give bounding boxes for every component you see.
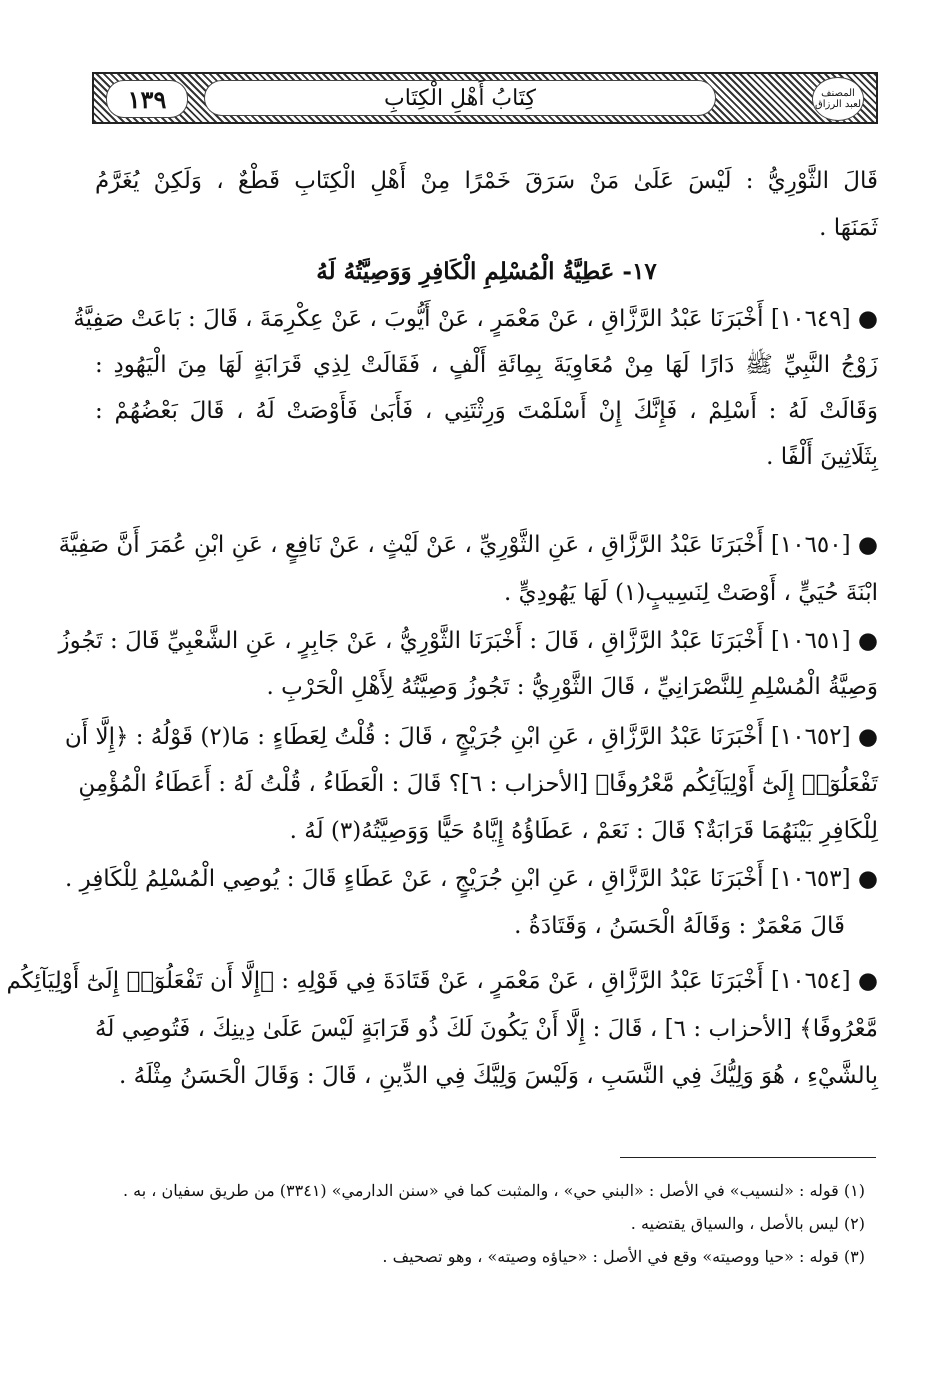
hadith-line: بِالشَّيْءِ ، هُوَ وَلِيُّكَ فِي النَّسَبِ ، وَلَيْسَ وَلِيَّكَ فِي الدِّينِ ، قَالَ : وَقَالَ الْحَسَنُ مِثْلَهُ . <box>119 1063 878 1089</box>
hadith-line: ● [١٠٦٥٣] أَخْبَرَنَا عَبْدُ الرَّزَّاقِ ، عَنِ ابْنِ جُرَيْجٍ ، عَنْ عَطَاءٍ قَالَ : يُوصِي الْمُسْلِمُ لِلْكَافِرِ . <box>65 866 878 892</box>
hadith-line: ● [١٠٦٥١] أَخْبَرَنَا عَبْدُ الرَّزَّاقِ ، قَالَ : أَخْبَرَنَا الثَّوْرِيُّ ، عَنْ جَابِرٍ ، عَنِ الشَّعْبِيِّ قَالَ : تَجُوزُ <box>58 628 878 654</box>
page-number: ١٣٩ <box>106 80 188 118</box>
footnote: (٣) قوله : «حيا ووصيته» وقع في الأصل : «حياؤه وصيته» ، وهو تصحيف . <box>382 1247 865 1266</box>
hadith-line: ● [١٠٦٤٩] أَخْبَرَنَا عَبْدُ الرَّزَّاقِ ، عَنْ مَعْمَرٍ ، عَنْ أَيُّوبَ ، عَنْ عِكْرِمَةَ ، قَالَ : بَاعَتْ صَفِيَّةُ <box>73 306 878 332</box>
footnote: (٢) ليس بالأصل ، والسياق يقتضيه . <box>630 1214 865 1233</box>
hadith-line: لِلْكَافِرِ بَيْنَهُمَا قَرَابَةٌ؟ قَالَ : نَعَمْ ، عَطَاؤُهُ إِيَّاهُ حَيًّا وَوَصِيَّتُهُ(٣) لَهُ . <box>289 818 878 844</box>
text-line: قَالَ الثَّوْرِيُّ : لَيْسَ عَلَىٰ مَنْ سَرَقَ خَمْرًا مِنْ أَهْلِ الْكِتَابِ قَطْعٌ ، وَلَكِنْ يُغَرَّمُ <box>95 168 878 194</box>
hadith-line: وَقَالَتْ لَهُ : أَسْلِمْ ، فَإِنَّكَ إِنْ أَسْلَمْتَ وَرِثْتَنِي ، فَأَبَىٰ فَأَوْصَتْ لَهُ ، قَالَ بَعْضُهُمْ : <box>95 398 878 424</box>
book-seal-logo: المصنف لعبد الرزاق <box>812 77 864 121</box>
hadith-line: ابْنَةَ حُيَيٍّ ، أَوْصَتْ لِنَسِيبٍ(١) لَهَا يَهُودِيٍّ . <box>504 580 878 606</box>
hadith-line: مَّعْرُوفًا﴾ [الأحزاب : ٦] ، قَالَ : إِلَّا أَنْ يَكُونَ لَكَ ذُو قَرَابَةٍ لَيْسَ عَلَىٰ دِينِكَ ، فَتُوصِي لَهُ <box>95 1016 878 1042</box>
text-line: ثَمَنَهَا . <box>819 215 878 241</box>
hadith-line: زَوْجُ النَّبِيِّ ﷺ دَارًا لَهَا مِنْ مُعَاوِيَةَ بِمِائَةِ أَلْفٍ ، فَقَالَتْ لِذِي قَرَابَةٍ لَهَا مِنَ الْيَهُودِ : <box>95 352 878 378</box>
hadith-line: ● [١٠٦٥٢] أَخْبَرَنَا عَبْدُ الرَّزَّاقِ ، عَنِ ابْنِ جُرَيْجٍ ، قَالَ : قُلْتُ لِعَطَاءٍ : مَا(٢) قَوْلُهُ : ﴿إِلَّا أَن <box>64 724 878 750</box>
hadith-line: ● [١٠٦٥٠] أَخْبَرَنَا عَبْدُ الرَّزَّاقِ ، عَنِ الثَّوْرِيِّ ، عَنْ لَيْثٍ ، عَنْ نَافِعٍ ، عَنِ ابْنِ عُمَرَ أَنَّ صَفِيَّةَ <box>58 532 878 558</box>
hadith-line: قَالَ مَعْمَرٌ : وَقَالَهُ الْحَسَنُ ، وَقَتَادَةُ . <box>514 913 845 939</box>
page-header <box>92 72 878 124</box>
hadith-line: بِثَلَاثِينَ أَلْفًا . <box>766 444 878 470</box>
hadith-line: وَصِيَّةُ الْمُسْلِمِ لِلنَّصْرَانِيِّ ، قَالَ الثَّوْرِيُّ : تَجُوزُ وَصِيَّتُهُ لِأَهْلِ الْحَرْبِ . <box>266 674 878 700</box>
footnote-divider <box>620 1157 876 1158</box>
footnote: (١) قوله : «لنسيب» في الأصل : «البني حي» ، والمثبت كما في «سنن الدارمي» (٣٣٤١) من طريق سفيان ، به . <box>122 1181 865 1200</box>
chapter-heading: ١٧- عَطِيَّةُ الْمُسْلِمِ الْكَافِرِ وَوَصِيَّتُهُ لَهُ <box>316 258 657 285</box>
hadith-line: ● [١٠٦٥٤] أَخْبَرَنَا عَبْدُ الرَّزَّاقِ ، عَنْ مَعْمَرٍ ، عَنْ قَتَادَةَ فِي قَوْلِهِ : ﴿إِلَّا أَن تَفْعَلُوٓا۟ إِلَىٰٓ أَوْلِيَآئِكُم <box>6 968 878 994</box>
book-title: كِتَابُ أَهْلِ الْكِتَابِ <box>204 80 716 116</box>
hadith-line: تَفْعَلُوٓا۟ إِلَىٰٓ أَوْلِيَآئِكُم مَّعْرُوفًا﴾ [الأحزاب : ٦]؟ قَالَ : الْعَطَاءُ ، قُلْتُ لَهُ : أَعَطَاءُ الْمُؤْمِنِ <box>78 771 878 797</box>
